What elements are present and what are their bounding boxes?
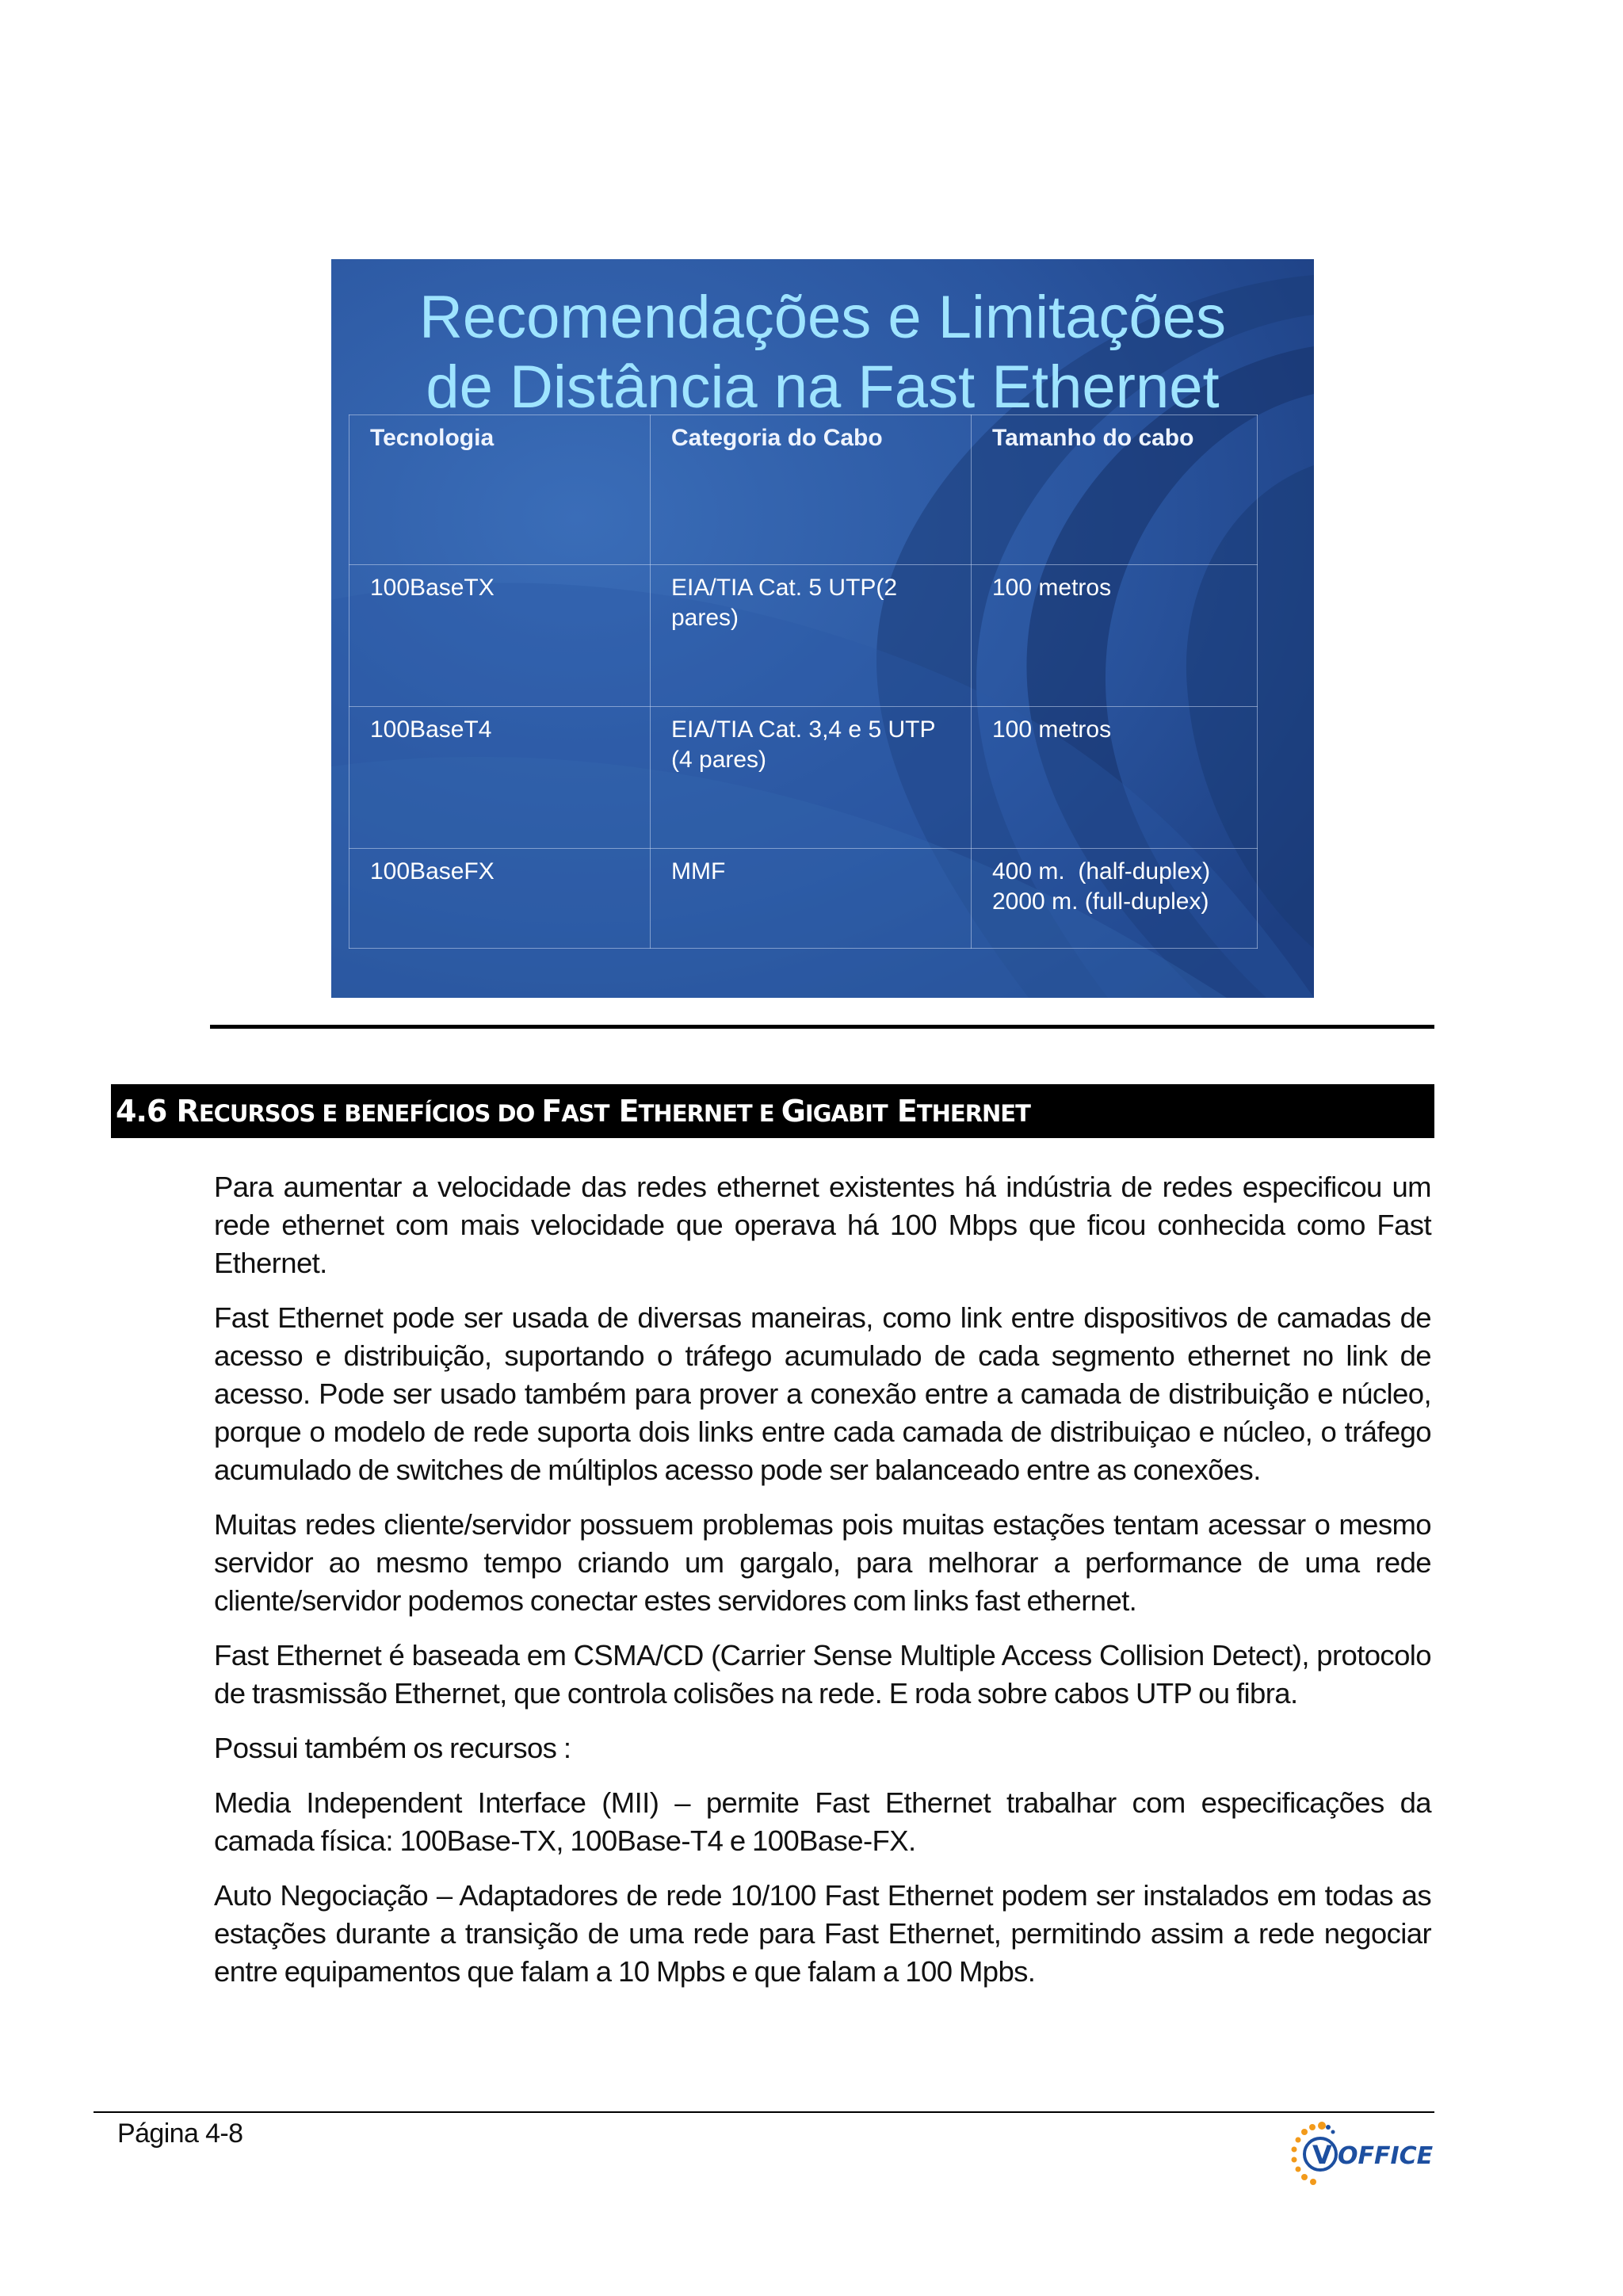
slide-title-line-2: de Distância na Fast Ethernet (426, 353, 1220, 421)
heading-text: R (176, 1094, 199, 1129)
table-cell: MMF (651, 849, 972, 949)
table-row (349, 849, 1258, 949)
table-header-cell: Tecnologia (349, 415, 651, 565)
slide-title-line-1: Recomendações e Limitações (418, 284, 1227, 351)
paragraph: Possui também os recursos : (214, 1732, 571, 1764)
slide-image (331, 259, 1314, 998)
table-header-row (349, 415, 1258, 565)
slide-title (331, 283, 1314, 422)
heading-text: E (609, 1094, 639, 1129)
paragraph: Auto Negociação – Adaptadores de rede 10/100 Fast Ethernet podem ser instalados em todas as estações durante a transição de uma rede para Fast Ethernet, permitindo assim a rede negociar entre equipamentos que falam a 10 Mpbs e que falam a 100 Mpbs. (214, 1879, 1431, 1988)
paragraph: Muitas redes cliente/servidor possuem problemas pois muitas estações tentam acessar o mesmo servidor ao mesmo tempo criando um gargalo, para melhorar a performance de uma rede cliente/servidor podemos conectar estes servidores com links fast ethernet. (214, 1508, 1431, 1617)
heading-text: IGABIT (804, 1100, 888, 1127)
heading-text: AST (561, 1100, 609, 1127)
heading-text: ECURSOS (198, 1100, 315, 1127)
section-heading (111, 1084, 1434, 1138)
heading-text: G (781, 1094, 805, 1129)
page-number: Página 4-8 (117, 2118, 243, 2149)
heading-text: E BENEFÍCIOS DO (315, 1100, 542, 1127)
table-cell: 100BaseT4 (349, 707, 651, 849)
table-cell: 100 metros (972, 707, 1258, 849)
table-header-cell: Tamanho do cabo (972, 415, 1258, 565)
horizontal-rule (210, 1025, 1434, 1029)
section-number: 4.6 (116, 1094, 177, 1129)
table-cell: EIA/TIA Cat. 5 UTP(2 pares) (651, 565, 972, 707)
table-cell (972, 849, 1258, 949)
heading-text: THERNET (916, 1100, 1030, 1127)
heading-text: E (887, 1094, 917, 1129)
body-text (214, 1168, 1431, 2008)
heading-text: E (751, 1100, 781, 1127)
table-row (349, 565, 1258, 707)
logo-letter: V (1312, 2140, 1332, 2170)
paragraph: Media Independent Interface (MII) – permite Fast Ethernet trabalhar com especificações da camada física: 100Base-TX, 100Base-T4 e 100Base-FX. (214, 1786, 1431, 1857)
table-cell: EIA/TIA Cat. 3,4 e 5 UTP (4 pares) (651, 707, 972, 849)
table-header-cell: Categoria do Cabo (651, 415, 972, 565)
paragraph: Fast Ethernet pode ser usada de diversas maneiras, como link entre dispositivos de camadas de acesso e distribuição, suportando o tráfego acumulado de cada segmento ethernet no link de acesso. Pode ser usado também para prover a conexão entre a camada de distribuição e núcleo, porque o modelo de rede suporta dois links entre cada camada de distribuiçao e núcleo, o tráfego acumulado de switches de múltiplos acesso pode ser balanceado entre as conexões. (214, 1301, 1431, 1486)
table-row (349, 707, 1258, 849)
table-cell: 100 metros (972, 565, 1258, 707)
table-cell: 100BaseTX (349, 565, 651, 707)
paragraph: Para aumentar a velocidade das redes ethernet existentes há indústria de redes especificou um rede ethernet com mais velocidade que operava há 100 Mbps que ficou conhecida como Fast Ethernet. (214, 1171, 1431, 1279)
voffice-logo (1274, 2108, 1441, 2195)
table-cell: 100BaseFX (349, 849, 651, 949)
logo-wordmark: OFFICE (1338, 2142, 1434, 2170)
distance-table (349, 415, 1258, 949)
heading-text: THERNET (638, 1100, 752, 1127)
table-cell-line: 400 m. (half-duplex) (992, 858, 1211, 884)
heading-text: F (541, 1094, 562, 1129)
footer-rule (94, 2111, 1434, 2113)
paragraph: Fast Ethernet é baseada em CSMA/CD (Carrier Sense Multiple Access Collision Detect), protocolo de trasmissão Ethernet, que controla colisões na rede. E roda sobre cabos UTP ou fibra. (214, 1639, 1431, 1710)
table-cell-line: 2000 m. (full-duplex) (992, 888, 1209, 915)
